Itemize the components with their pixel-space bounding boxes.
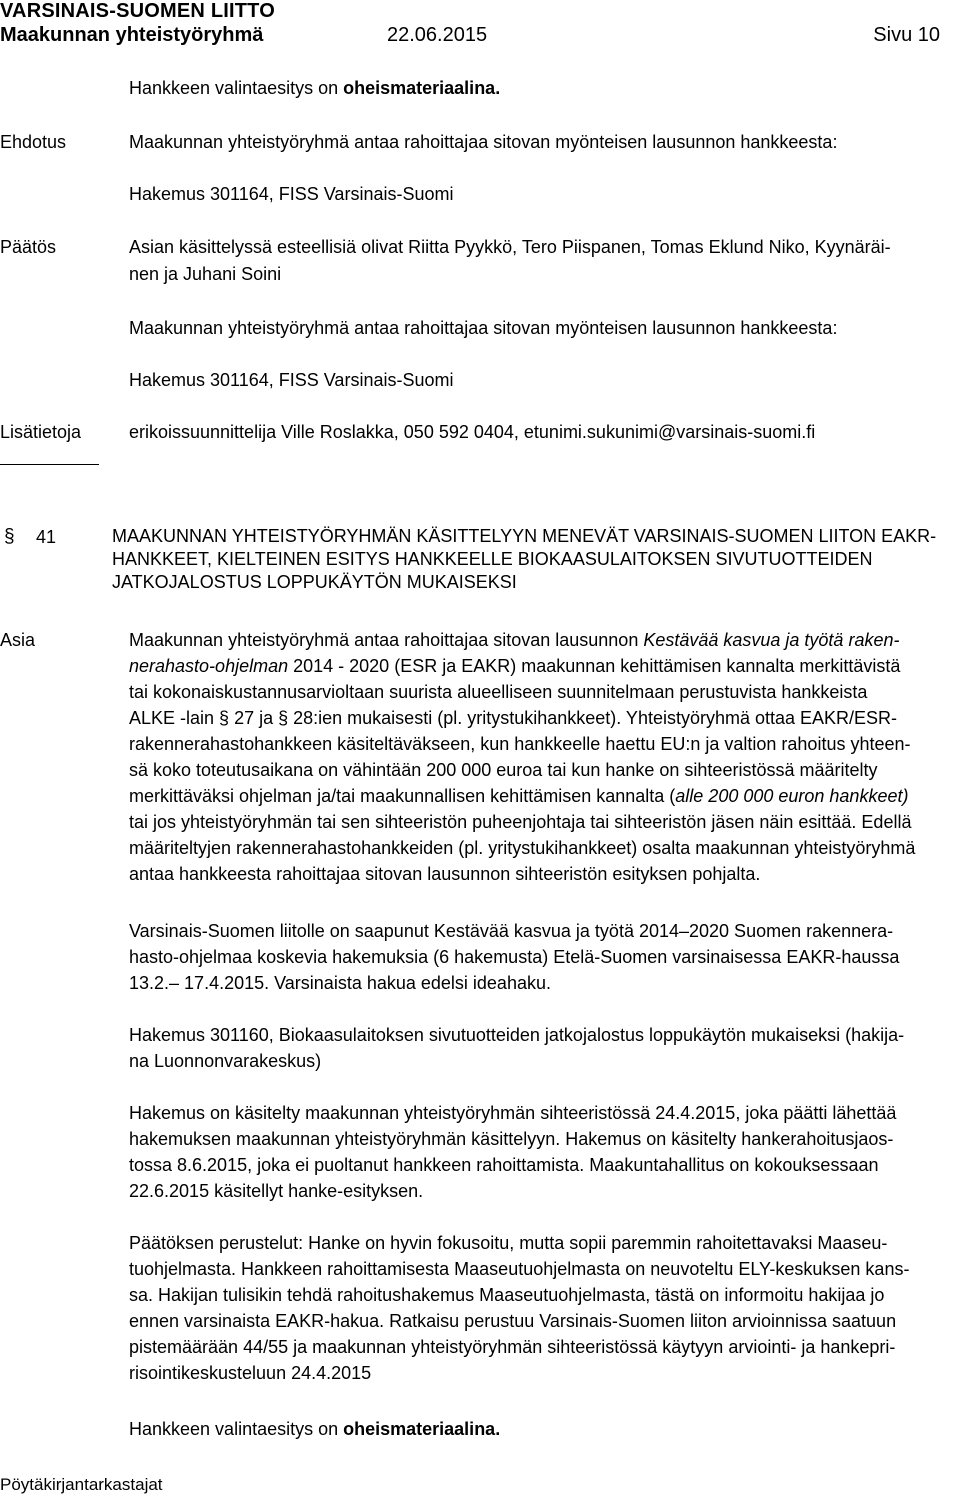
paatos-line-1: Asian käsittelyssä esteellisiä olivat Riitta Pyykkö, Tero Piispanen, Tomas Eklund Niko, Kyynäräi- — [129, 237, 891, 257]
attachment-link-bottom[interactable]: oheismateriaalina. — [343, 1419, 501, 1439]
ehdotus-label: Ehdotus — [0, 132, 67, 152]
asia-paragraph-5: Päätöksen perustelut: Hanke on hyvin fokusoitu, mutta sopii paremmin rahoitettavaksi Maaseu- tuohjelmasta. Hankkeen rahoittamisesta Maaseutuohjelmasta on neuvoteltu ELY-keskuksen kans- sa. Hakijan tulisikin tehdä rahoitushakemus Maaseutuohjelmasta, tästä on informoitu hakijaa jo ennen varsinaista EAKR-hakua. Ratkaisu perustuu Varsinais-Suomen liiton arvioinnissa saatuun pistemäärään 44/55 ja maakunnan yhteistyöryhmän sihteeristössä käytyyn arviointi- ja hankepri- risointikeskusteluun 24.4.2015 — [129, 1233, 910, 1383]
attachment-note-bottom: Hankkeen valintaesitys on oheismateriaalina. — [129, 1419, 501, 1439]
page-number: Sivu 10 — [873, 24, 940, 46]
section-number: 41 — [36, 527, 57, 547]
organization-name: VARSINAIS-SUOMEN LIITTO — [0, 0, 275, 22]
asia-paragraph-3: Hakemus 301160, Biokaasulaitoksen sivutuotteiden jatkojalostus loppukäytön mukaiseksi (hakija- na Luonnonvarakeskus) — [129, 1025, 905, 1071]
paatos-hakemus: Hakemus 301164, FISS Varsinais-Suomi — [129, 370, 454, 390]
asia-paragraph-2: Varsinais-Suomen liitolle on saapunut Kestävää kasvua ja työtä 2014–2020 Suomen rakennera- hasto-ohjelmaa koskevia hakemuksia (6 hakemusta) Etelä-Suomen varsinaisessa EAKR-haussa 13.2.– 17.4.2015. Varsinaista hakua edelsi ideahaku. — [129, 921, 900, 993]
attachment-note-top: Hankkeen valintaesitys on oheismateriaalina. — [129, 78, 501, 98]
section-title: MAAKUNNAN YHTEISTYÖRYHMÄN KÄSITTELYYN MENEVÄT VARSINAIS-SUOMEN LIITON EAKR- HANKKEET, KIELTEINEN ESITYS HANKKEELLE BIOKAASULAITOKSEN SIVUTUOTTEIDEN JATKOJALOSTUS LOPPUKÄYTÖN MUKAISEKSI — [112, 526, 937, 592]
meeting-date: 22.06.2015 — [387, 24, 488, 46]
lisatietoja-label: Lisätietoja — [0, 422, 82, 442]
footer-label: Pöytäkirjantarkastajat — [0, 1475, 163, 1494]
group-name: Maakunnan yhteistyöryhmä — [0, 24, 264, 46]
page-header — [0, 24, 940, 47]
paatos-label: Päätös — [0, 237, 57, 257]
section-symbol: § — [4, 526, 15, 547]
lisatietoja-text: erikoissuunnittelija Ville Roslakka, 050 592 0404, etunimi.sukunimi@varsinais-suomi.fi — [129, 422, 816, 442]
asia-paragraph-4: Hakemus on käsitelty maakunnan yhteistyöryhmän sihteeristössä 24.4.2015, joka päätti lähettää hakemuksen maakunnan yhteistyöryhmän käsittelyyn. Hakemus on käsitelty hankerahoitusjaos- tossa 8.6.2015, joka ei puoltanut hankkeen rahoittamista. Maakuntahallitus on kokouksessaan 22.6.2015 käsitellyt hanke-esityksen. — [129, 1103, 897, 1201]
paatos-line-2: nen ja Juhani Soini — [129, 264, 282, 284]
asia-label: Asia — [0, 630, 36, 650]
ehdotus-hakemus: Hakemus 301164, FISS Varsinais-Suomi — [129, 184, 454, 204]
divider-rule — [0, 464, 99, 465]
asia-paragraph-1: Maakunnan yhteistyöryhmä antaa rahoittajaa sitovan lausunnon Kestävää kasvua ja työtä raken- nerahasto-ohjelman 2014 - 2020 (ESR ja EAKR) maakunnan kehittämisen kannalta merkittävistä tai kokonaiskustannusarvioltaan suurista alueelliseen suunnitelmaan perustuvista hankkeista ALKE -lain § 27 ja § 28:ien mukaisesti (pl. yritystukihankkeet). Yhteistyöryhmä ottaa EAKR/ESR- rakennerahastohankkeen käsiteltäväkseen, kun hankkeelle haettu EU:n ja valtion rahoitus yhteen- sä koko toteutusaikana on vähintään 200 000 euroa tai kun hanke on sihteeristössä määritelty merkittäväksi ohjelman ja/tai maakunnallisen kehittämisen kannalta (alle 200 000 euron hankkeet) tai jos yhteistyöryhmän tai sen sihteeristön puheenjohtaja tai sihteeristön jäsen näin esittää. Edellä määriteltyjen rakennerahastohankkeiden (pl. yritystukihankkeet) osalta maakunnan yhteistyöryhmä antaa hankkeesta rahoittajaa sitovan lausunnon sihteeristön esityksen pohjalta. — [129, 630, 916, 884]
attachment-link[interactable]: oheismateriaalina. — [343, 78, 501, 98]
ehdotus-text: Maakunnan yhteistyöryhmä antaa rahoittajaa sitovan myönteisen lausunnon hankkeesta: — [129, 132, 838, 152]
paatos-text: Maakunnan yhteistyöryhmä antaa rahoittajaa sitovan myönteisen lausunnon hankkeesta: — [129, 318, 838, 338]
